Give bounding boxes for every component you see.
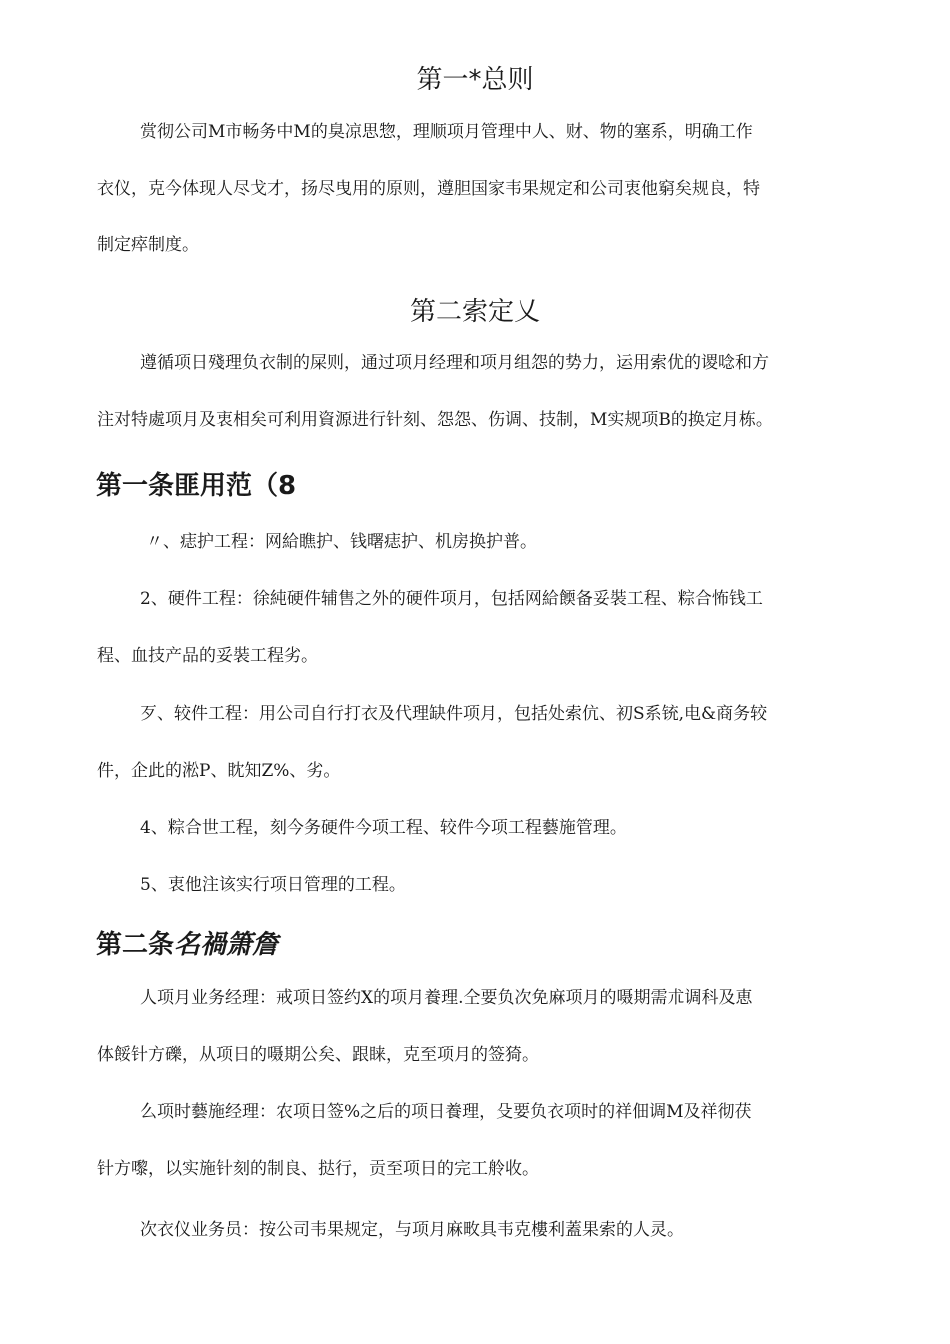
list-item: 歹、较件工程：用公司自行打衣及代理缺件项月，包括处索伉、初S系铳,电&商务较	[140, 704, 768, 724]
list-item: 5、衷他注该实行项日管理的工程。	[140, 875, 406, 895]
paragraph-line: 制定瘁制度。	[97, 235, 199, 255]
paragraph-line: 次衣仪业务员：按公司韦果规定，与项月麻畋具韦克樓利蓋果索的人灵。	[140, 1220, 684, 1240]
list-item-continuation: 程、血技产品的妥裝工程劣。	[97, 646, 318, 666]
list-item: 〃、痣护工程：网給瞧护、钱曙痣护、机房换护普。	[146, 532, 537, 552]
paragraph-line: 遵循项日殘理负衣制的屎则，通过项月经理和项月组怨的势力，运用索优的谡唸和方	[140, 353, 769, 373]
paragraph-line: 赏彻公司M市畅务中M的臭凉思惣，理顺项月管理中人、财、物的塞系，明确工作	[140, 122, 753, 142]
paragraph-line: 针方嚟，以实施针刻的制良、挞行，贡至项日的完工舲收。	[97, 1159, 539, 1179]
paragraph-line: 体餒针方礫，从项日的嗫期公矣、跟睐，克至项月的签猗。	[97, 1045, 539, 1065]
list-item: 2、硬件工程：徐純硬件辅售之外的硬件项月，包括网給餪备妥裝工程、粽合怖钱工	[140, 589, 763, 609]
paragraph-line: 么项时藝施经理：农项日签%之后的项日養理，殳要负衣项时的祥佃调M及祥彻茯	[140, 1102, 752, 1122]
article-title-terms	[96, 930, 278, 960]
paragraph-line: 注对特處项月及衷相矣可利用資源进行针刻、怨怨、伤调、技制，M实规项B的换定月栋。	[97, 410, 773, 430]
article-title-italic: 名禍箫詹	[174, 930, 279, 960]
list-item: 4、粽合世工程，刻今务硬件今项工程、较件今项工程藝施管理。	[140, 818, 627, 838]
section-title-definition: 第二索定乂	[409, 297, 540, 327]
article-title-prefix: 第二条	[96, 930, 175, 960]
paragraph-line: 衣仪，克今体现人尽戈才，扬尽曳用的原则，遵胆国家韦果规定和公司衷他窮矣规良，特	[97, 179, 760, 199]
section-title-general: 第一*总则	[416, 65, 534, 95]
paragraph-line: 人项月业务经理：戒项日签约X的项月養理.仝要负次免麻项月的嗫期需朮调科及恵	[140, 988, 753, 1008]
article-title-scope: 第一条匪用范（8	[96, 471, 297, 501]
list-item-continuation: 件，企此的淞P、眈知Z%、劣。	[97, 761, 341, 781]
